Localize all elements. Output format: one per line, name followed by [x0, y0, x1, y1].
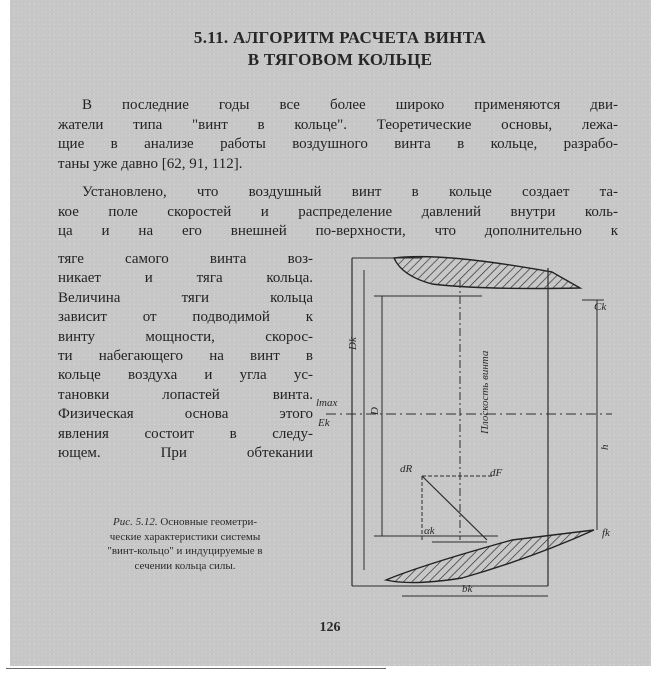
ring-propeller-diagram [312, 240, 622, 605]
label-diameter: D [369, 407, 381, 415]
label-bk: bk [462, 583, 473, 595]
label-propeller-plane: Плоскость винта [479, 350, 491, 434]
caption-line: "винт-кольцо" и индуцируемые в [107, 545, 263, 557]
caption-line: ческие характеристики системы [109, 530, 261, 543]
bottom-rule [6, 668, 386, 669]
section-title-line-1: 5.11. АЛГОРИТМ РАСЧЕТА ВИНТА [193, 28, 487, 47]
paragraph-2 [58, 183, 618, 242]
label-ek: Ek [318, 417, 330, 429]
column-text [58, 250, 313, 463]
column-text-line: зависит от подводимой к [58, 309, 313, 326]
column-text-line: ти набегающего на винт в [58, 347, 313, 364]
column-text-line: винту мощности, скорос- [58, 328, 313, 345]
ring-upper-section [394, 257, 580, 289]
label-fk: fk [602, 527, 610, 539]
page-number: 126 [319, 620, 341, 635]
label-df: dF [490, 467, 503, 479]
column-text-line: Физическая основа этого [58, 406, 313, 423]
caption-line [54, 515, 316, 530]
column-text-line: ющем. При обтекании [58, 444, 313, 461]
paragraph-2-line: ца и на его внешней по-верхности, что дополнительно к [58, 223, 618, 239]
column-text-line: явления состоит в следу- [58, 425, 313, 442]
label-right-dimension: h [599, 444, 611, 450]
paragraph-2-line: Установлено, что воздушный винт в кольце создает та- [82, 184, 618, 200]
column-text-line: тановки лопастей винта. [58, 386, 313, 403]
caption-label: Рис. 5.12. [112, 516, 158, 528]
column-text-line: никает и тяга кольца. [58, 270, 313, 287]
column-text-line: кольце воздуха и угла ус- [58, 367, 313, 384]
ring-lower-section [386, 530, 594, 583]
paragraph-1-line: жатели типа "винт в кольце". Теоретические основы, лежа- [58, 116, 618, 133]
paragraph-1-line: таны уже давно [62, 91, 112]. [58, 155, 243, 172]
page-bottom-margin [0, 666, 659, 676]
paragraph-2-line: кое поле скоростей и распределение давлений внутри коль- [58, 203, 618, 220]
diagram-svg [312, 240, 622, 605]
paragraph-1-line: В последние годы все более широко применяются дви- [82, 97, 618, 113]
section-title-line-2: В ТЯГОВОМ КОЛЬЦЕ [247, 50, 433, 69]
caption-line-text: Основные геометри- [160, 516, 258, 528]
column-text-line: Величина тяги кольца [58, 289, 313, 306]
column-text-line: тяге самого винта воз- [58, 251, 313, 267]
label-lmax: lmax [316, 397, 338, 409]
label-alpha: αk [424, 525, 435, 537]
paragraph-1 [58, 96, 618, 174]
figure-caption [54, 515, 316, 573]
caption-line: сечении кольца силы. [134, 559, 236, 572]
paragraph-1-line: щие в анализе работы воздушного винта в кольце, разрабо- [58, 136, 618, 152]
label-ring-diameter: Dk [347, 337, 359, 350]
label-dr: dR [400, 463, 413, 475]
label-ck: Ck [594, 301, 607, 313]
